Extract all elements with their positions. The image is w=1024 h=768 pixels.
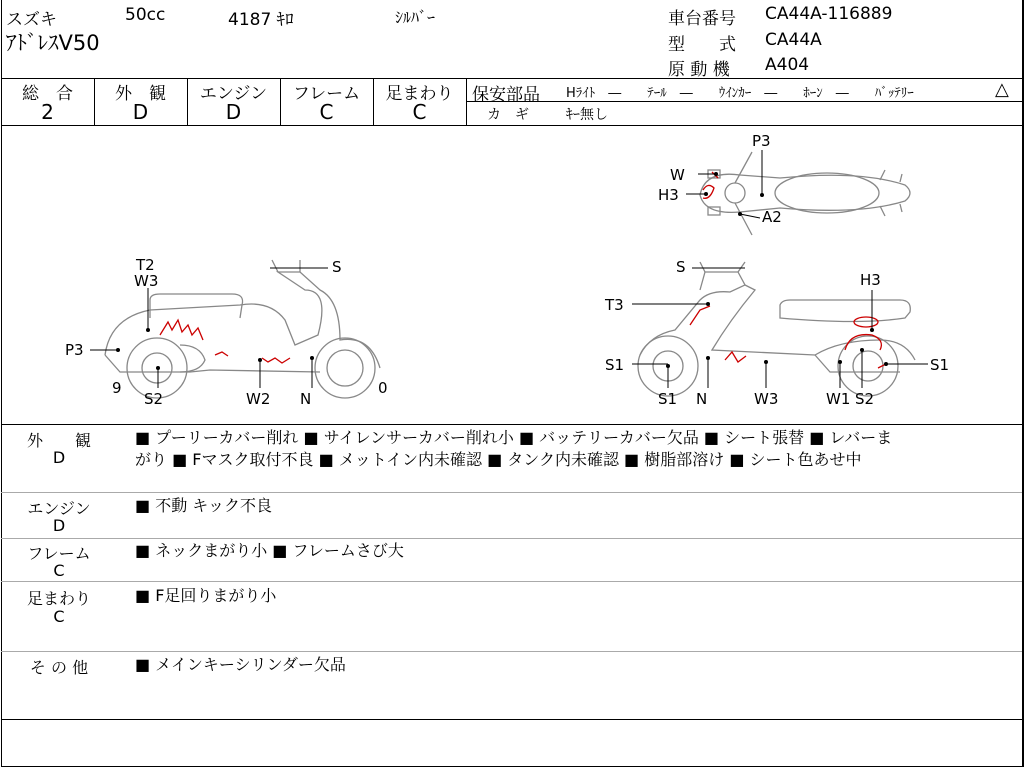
divider bbox=[1, 581, 1022, 582]
scooter-top-view bbox=[700, 152, 910, 235]
engine-label: 原 動 機 bbox=[668, 60, 730, 80]
divider bbox=[466, 101, 1022, 102]
label-P3: P3 bbox=[65, 341, 84, 359]
divider bbox=[466, 78, 467, 125]
grade-value-frame: C bbox=[319, 100, 334, 124]
section-line: ■ ネックまがり小 ■ フレームさび大 bbox=[135, 541, 404, 560]
displacement: 50cc bbox=[125, 5, 166, 25]
section-grade: D bbox=[52, 516, 66, 535]
label-side-S: S bbox=[676, 258, 686, 276]
section-grade: C bbox=[53, 561, 65, 580]
type-value: CA44A bbox=[765, 30, 822, 50]
label-9: 9 bbox=[112, 379, 122, 397]
chassis-value: CA44A-116889 bbox=[765, 4, 893, 24]
section-label: 足まわり bbox=[26, 589, 91, 608]
grade-header-suspension: 足まわり bbox=[385, 84, 454, 104]
label-side-N: N bbox=[696, 390, 708, 408]
label-side-T3: T3 bbox=[605, 296, 624, 314]
type-label: 型 式 bbox=[668, 35, 736, 55]
grade-value-total: 2 bbox=[41, 100, 54, 124]
section-label: エンジン bbox=[27, 499, 91, 518]
grade-value-exterior: D bbox=[132, 100, 149, 124]
label-S: S bbox=[332, 258, 342, 276]
label-side-S1-left: S1 bbox=[605, 356, 625, 374]
section-line: ■ 不動 キック不良 bbox=[135, 496, 272, 515]
section-line: ■ F足回りまがり小 bbox=[135, 586, 277, 605]
label-side-S1-bottom: S1 bbox=[658, 390, 678, 408]
section-line: ■ メインキーシリンダー欠品 bbox=[135, 655, 346, 674]
section-label: そ の 他 bbox=[29, 658, 89, 677]
label-top-P3: P3 bbox=[752, 132, 771, 150]
maker: スズキ bbox=[6, 10, 57, 30]
label-top-A2: A2 bbox=[762, 208, 782, 226]
damage-diagram bbox=[0, 126, 1022, 424]
safety-items: Hﾗｲﾄ ― ﾃｰﾙ ― ｳｲﾝｶｰ ― ﾎｰﾝ ― ﾊﾞｯﾃﾘｰ bbox=[566, 86, 914, 101]
label-side-S1-right: S1 bbox=[930, 356, 950, 374]
label-0: 0 bbox=[378, 379, 388, 397]
label-side-H3: H3 bbox=[860, 271, 881, 289]
section-label: フレーム bbox=[27, 544, 91, 563]
safety-label: 保安部品 bbox=[472, 85, 540, 105]
label-top-H3: H3 bbox=[658, 186, 679, 204]
section-grade: D bbox=[52, 448, 66, 467]
label-side-S2: S2 bbox=[855, 390, 875, 408]
grade-header-total: 総 合 bbox=[22, 84, 73, 104]
section-label: 外 観 bbox=[26, 431, 91, 450]
divider bbox=[1, 492, 1022, 493]
label-side-W1: W1 bbox=[826, 390, 851, 408]
color: ｼﾙﾊﾞｰ bbox=[395, 8, 436, 27]
divider bbox=[1, 424, 1022, 425]
divider bbox=[1, 651, 1022, 652]
key-value: ｷｰ無し bbox=[566, 107, 608, 123]
grade-header-exterior: 外 観 bbox=[115, 84, 166, 104]
grade-value-engine: D bbox=[225, 100, 242, 124]
key-label: カ ギ bbox=[487, 107, 529, 123]
section-line: ■ プーリーカバー削れ ■ サイレンサーカバー削れ小 ■ バッテリーカバー欠品 ■ シート張替 ■ レバーま bbox=[135, 428, 893, 447]
divider bbox=[1, 719, 1022, 720]
section-grade: C bbox=[53, 607, 65, 626]
grade-header-frame: フレーム bbox=[292, 84, 361, 104]
label-N: N bbox=[300, 390, 312, 408]
label-S2: S2 bbox=[144, 390, 164, 408]
warning-icon: △ bbox=[995, 79, 1009, 100]
chassis-label: 車台番号 bbox=[668, 9, 736, 29]
grade-header-engine: エンジン bbox=[199, 84, 268, 104]
model-name: ｱﾄﾞﾚｽV50 bbox=[6, 31, 100, 55]
section-line: がり ■ Fマスク取付不良 ■ メットイン内未確認 ■ タンク内未確認 ■ 樹脂部溶け ■ シート色あせ中 bbox=[135, 450, 862, 469]
label-W3: W3 bbox=[134, 272, 159, 290]
mileage: 4187 ｷﾛ bbox=[228, 10, 294, 30]
grade-value-suspension: C bbox=[412, 100, 427, 124]
label-W2: W2 bbox=[246, 390, 271, 408]
engine-value: A404 bbox=[765, 55, 810, 75]
label-T2: T2 bbox=[136, 256, 155, 274]
label-side-W3: W3 bbox=[754, 390, 779, 408]
label-top-W: W bbox=[670, 166, 685, 184]
